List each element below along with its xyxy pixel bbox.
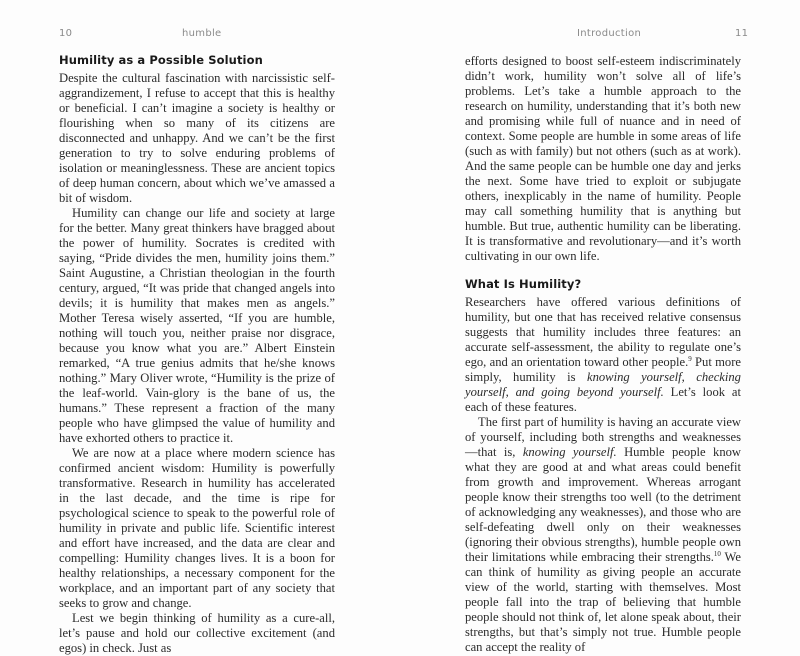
page-number: 10 [59,28,73,39]
footnote-ref[interactable]: 9 [688,354,692,363]
paragraph [465,295,741,415]
text-run: The first part of humility is having an accurate view of yourself, including both strengths and weaknesses—that is, [465,415,741,459]
left-page [0,0,400,655]
paragraph: We are now at a place where modern science has confirmed ancient wisdom: Humility is powerfully transformative. Research in humility has accelerated in the last decade, and the time is ripe for psychological science to speak to the powerful role of humility in private and public life. Scientific interest and effort have increased, and the data are clear and compelling: Humility changes lives. It is a boon for healthy relationships, a necessary component for the workplace, and an important part of any society that seeks to grow and change. [59,446,335,610]
paragraph: Despite the cultural fascination with narcissistic self-aggrandizement, I refuse to accept that this is healthy or beneficial. I can’t imagine a society is healthy or flourishing when so many of its citizens are disconnected and unhappy. And we can’t be the first generation to try to solve enduring problems of isolation or meaninglessness. These are ancient topics of deep human concern, about which we’ve amassed a bit of wisdom. [59,71,335,205]
text-run: Humble people know what they are good at and what areas could benefit from growth and improvement. Whereas arrogant people know their strengths too well (to the detriment of acknowledging any weaknesses), and those who are self-defeating dwell only on their weaknesses (ignoring their obvious strengths), humble people own their limitations while embracing their strengths. [465,445,742,564]
text-run: Let’s look at each of these features. [465,385,742,414]
page-body [465,54,741,655]
text-run: We can think of humility as giving people an accurate view of the world, starting with themselves. Most people fall into the trap of believing that humble people should not think of, let alone speak about, their strengths, but that’s simply not true. Humble people can accept the reality of [465,550,741,654]
paragraph: efforts designed to boost self-esteem indiscriminately didn’t work, humility won’t solve all of life’s problems. Let’s take a humble approach to the research on humility, understanding that it’s both new and promising while full of nuance and in need of context. Some people are humble in some areas of life (such as with family) but not others (such as at work). And the same people can be humble one day and jerks the next. Some have tried to exploit or subjugate others, inexplicably in the name of humility. People may call something humility that is anything but humble. But true, authentic humility can be liberating. It is transformative and revolutionary—and it’s worth cultivating in our own life. [465,54,741,263]
text-run: Researchers have offered various definitions of humility, but one that has received relative consensus suggests that humility includes three features: an accurate self-assessment, the ability to regulate one’s ego, and an orientation toward other people. [465,295,741,369]
italic-text: knowing yourself, checking yourself, and going beyond yourself. [465,370,741,399]
running-head: humble [182,28,222,39]
paragraph: Lest we begin thinking of humility as a cure-all, let’s pause and hold our collective excitement (and egos) in check. Just as [59,611,335,655]
page-number: 11 [735,28,749,39]
running-head: Introduction [577,28,642,39]
italic-text: knowing yourself. [522,445,617,459]
footnote-ref[interactable]: 10 [713,549,721,558]
paragraph: Humility can change our life and society at large for the better. Many great thinkers have bragged about the power of humility. Socrates is credited with saying, “Pride divides the men, humility joins them.” Saint Augustine, a Christian theologian in the fourth century, argued, “It was pride that changed angels into devils; it is humility that makes men as angels.” Mother Teresa wisely asserted, “If you are humble, nothing will touch you, neither praise nor disgrace, because you know what you are.” Albert Einstein remarked, “A true genius admits that he/she knows nothing.” Mary Oliver wrote, “Humility is the prize of the leaf-world. Vain-glory is the bane of us, the humans.” These represent a fraction of the many people who have glimpsed the value of humility and have exhorted others to practice it. [59,206,335,445]
page-body [59,52,335,656]
section-heading: What Is Humility? [465,277,582,291]
right-page [400,0,800,654]
section-heading: Humility as a Possible Solution [59,53,263,67]
paragraph [465,415,741,655]
text-run: Put more simply, humility is [465,355,741,384]
